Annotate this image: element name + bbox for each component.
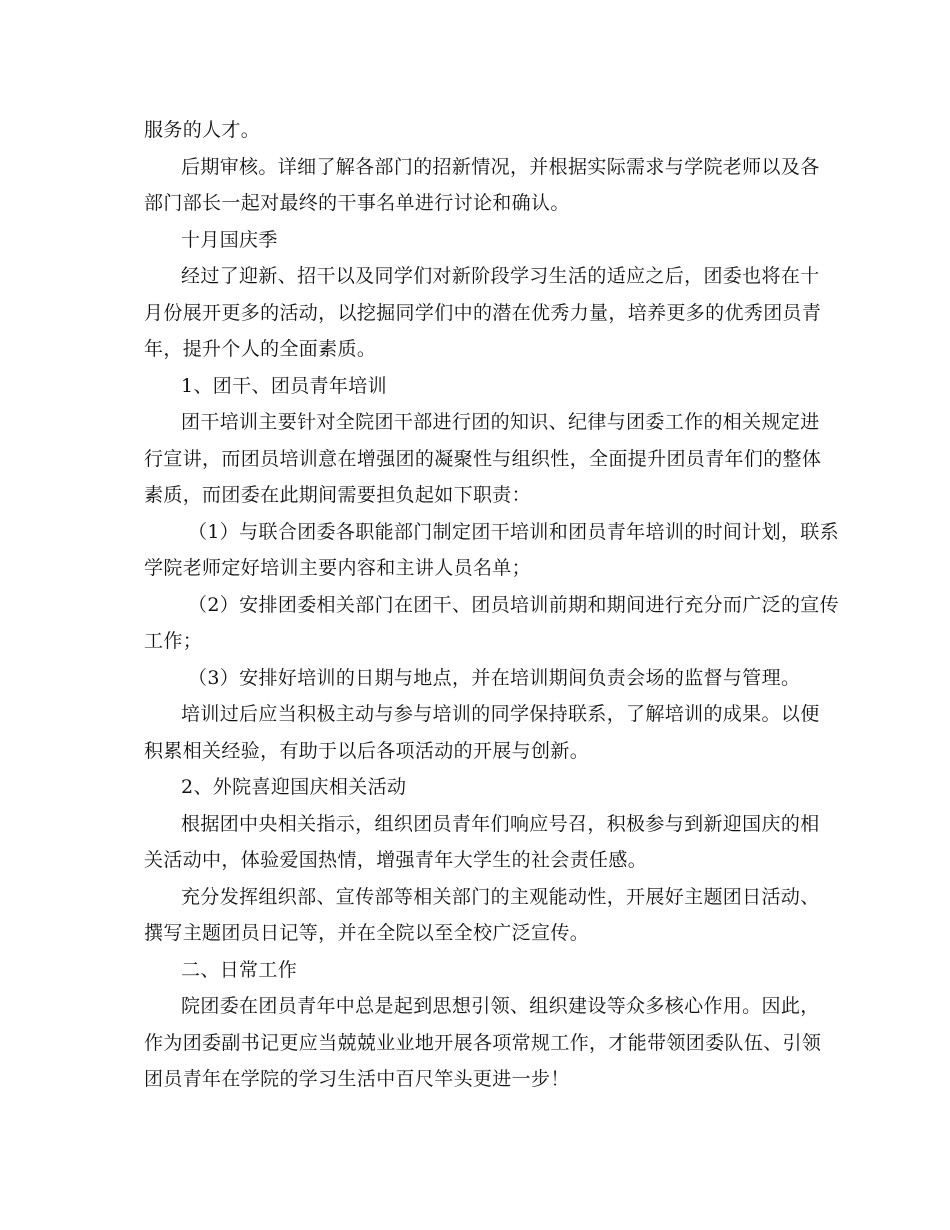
paragraph-after-training: 培训过后应当积极主动与参与培训的同学保持联系，了解培训的成果。以便 — [181, 703, 820, 725]
text-line: 关活动中，体验爱国热情，增强青年大学生的社会责任感。 — [144, 849, 648, 871]
paragraph-departments-start: 充分发挥组织部、宣传部等相关部门的主观能动性，开展好主题团日活动、 — [181, 885, 820, 908]
section-heading-october: 十月国庆季 — [181, 228, 278, 251]
document-body — [144, 112, 839, 1098]
paragraph-october-start: 经过了迎新、招干以及同学们对新阶段学习生活的适应之后，团委也将在十 — [181, 265, 820, 287]
text-line: 工作； — [144, 630, 203, 652]
text-line: 部门部长一起对最终的干事名单进行讨论和确认。 — [144, 192, 570, 214]
text-line: 积累相关经验，有助于以后各项活动的开展与创新。 — [144, 739, 590, 762]
text-line: 行宣讲，而团员培训意在增强团的凝聚性与组织性，全面提升团员青年们的整体 — [144, 447, 822, 470]
paragraph-training-start: 团干培训主要针对全院团干部进行团的知识、纪律与团委工作的相关规定进 — [181, 411, 820, 433]
list-item-3: （3）安排好培训的日期与地点，并在培训期间负责会场的监督与管理。 — [188, 666, 801, 689]
subheading-training: 1、团干、团员青年培训 — [181, 374, 387, 397]
subheading-national-day: 2、外院喜迎国庆相关活动 — [181, 776, 407, 798]
text-line: 月份展开更多的活动，以挖掘同学们中的潜在优秀力量，培养更多的优秀团员青 — [144, 301, 822, 324]
text-line: 作为团委副书记更应当兢兢业业地开展各项常规工作，才能带领团委队伍、引领 — [144, 1031, 822, 1054]
text-line: 年，提升个人的全面素质。 — [144, 338, 377, 360]
paragraph-national-day-start: 根据团中央相关指示，组织团员青年们响应号召，积极参与到新迎国庆的相 — [181, 812, 820, 835]
text-line: 服务的人才。 — [144, 119, 261, 141]
paragraph-daily-work-start: 院团委在团员青年中总是起到思想引领、组织建设等众多核心作用。因此， — [181, 995, 820, 1017]
text-line: 团员青年在学院的学习生活中百尺竿头更进一步！ — [144, 1068, 570, 1090]
text-line: 学院老师定好培训主要内容和主讲人员名单； — [144, 557, 532, 579]
text-line: 素质，而团委在此期间需要担负起如下职责： — [144, 484, 532, 506]
list-item-2: （2）安排团委相关部门在团干、团员培训前期和期间进行充分而广泛的宣传 — [188, 593, 839, 616]
list-item-1: （1）与联合团委各职能部门制定团干培训和团员青年培训的时间计划，联系 — [188, 520, 839, 543]
paragraph-review-start: 后期审核。详细了解各部门的招新情况，并根据实际需求与学院老师以及各 — [181, 155, 820, 178]
text-line: 撰写主题团员日记等，并在全院以至全校广泛宣传。 — [144, 922, 590, 944]
section-heading-daily-work: 二、日常工作 — [181, 958, 298, 981]
